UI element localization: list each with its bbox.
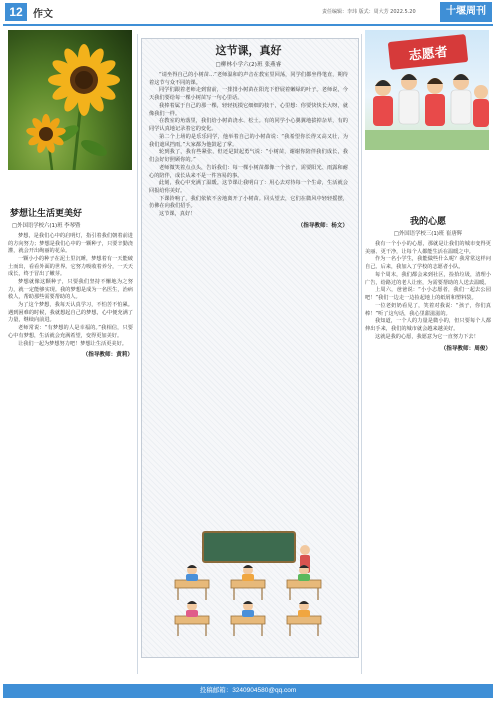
column-divider xyxy=(137,34,138,674)
left-article-body xyxy=(8,233,133,348)
paragraph: 同学们跟着老师走到窗前，一排排小树苗在阳光下舒展着嫩绿的叶子。老师说，今天我们要给每一棵小树苗写一句心里话。 xyxy=(149,87,348,102)
paragraph: 上周六，爸爸说：“小小志愿者，我们一起去公园吧！”我们一边走一边捡起地上的纸屑和塑料袋。 xyxy=(365,287,491,302)
middle-article-author: □柳林小学六(2)班 张燕睿 xyxy=(215,62,282,68)
paragraph: 这节课，真好！ xyxy=(159,211,196,218)
middle-article-body xyxy=(149,72,348,219)
middle-article-advisor: （指导教师：杨文） xyxy=(297,222,348,229)
middle-article-content xyxy=(149,44,348,229)
section-name: 作文 xyxy=(33,9,53,20)
page-header xyxy=(0,0,496,26)
column-divider xyxy=(361,34,362,674)
paragraph: 我捧着属于自己的那一棵，轻轻抚摸它细细的枝干，心里想：你要快快长大呀，就像我们一样。 xyxy=(149,102,348,117)
banner-text: 志愿者 xyxy=(408,44,449,64)
middle-article-title: 这节课，真好 xyxy=(215,44,282,57)
paragraph: 一颗小小的种子在泥土里沉睡，梦想着有一天能破土而出，看看外面的世界。它努力吸收着养分，一天天成长，终于冒出了嫩芽。 xyxy=(8,256,133,278)
right-article-title: 我的心愿 xyxy=(409,217,446,227)
paragraph: 我知道，一个人的力量是微小的，但只要每个人都伸出手来，我们的城市就会越来越美好。 xyxy=(365,318,491,333)
header-rule xyxy=(3,24,493,26)
paragraph: 老师微笑着点点头，告诉我们：每一棵小树苗都像一个孩子，需要阳光、雨露和耐心的陪伴，成长从来不是一件容易的事。 xyxy=(149,164,348,179)
paragraph: “请坐得自己的小树苗…”老师温和的声音在教室里回荡，同学们都坐得笔直，期待着这节与众不同的课。 xyxy=(149,72,348,86)
paragraph: 让我们一起为梦想努力吧！梦想让生活更美好。 xyxy=(18,340,127,347)
paragraph: 为了这个梦想，我每天认真学习，不怕苦不怕累。遇到困难的时候，我就想起自己的梦想，心中便充满了力量，继续向前进。 xyxy=(8,302,133,324)
paragraph: 第二个上场的是乐乐同学，他举着自己的小树苗说：“我希望你长得又高又壮，为我们遮风挡雨。”大家都为他鼓起了掌。 xyxy=(149,133,348,148)
right-article-body xyxy=(365,241,491,342)
paragraph: 每个周末，我们都会来到社区，捡拾垃圾，清理小广告，给路过的老人让座，为需要帮助的人送去温暖。 xyxy=(365,271,491,286)
right-article-author: □外国语学校三(1)班 崔唐辉 xyxy=(393,231,463,237)
editor-line: 责任编辑：李玮 版式：周大芳 2022.5.20 xyxy=(322,9,416,15)
paragraph: 作为一名小学生，我能做些什么呢？我常常这样问自己。后来，我加入了学校的志愿者小队。 xyxy=(365,256,491,271)
right-article xyxy=(365,30,491,352)
paragraph: 这就是我的心愿，我愿意为它一直努力下去！ xyxy=(375,333,479,340)
submission-email-footer: 投稿邮箱：3240904580@qq.com xyxy=(3,684,493,698)
page-number: 12 xyxy=(5,3,27,21)
left-article-advisor: （指导教师：黄莉） xyxy=(82,352,133,359)
paragraph: 下课铃响了，我们依依不舍地离开了小树苗。回头望去，它们在微风中轻轻摇摆，仿佛在向我们招手。 xyxy=(149,195,348,210)
paragraph: 在教室的角落里，我们给小树苗浇水、松土。有的同学小心翼翼地拔掉杂草，有的同学认真地记录着它的变化。 xyxy=(149,118,348,133)
volunteer-photo xyxy=(365,30,489,150)
paragraph: 梦想就像这颗种子，只要我们坚持不懈地为之努力，就一定能够实现。我的梦想是成为一名医生，治病救人，帮助那些需要帮助的人。 xyxy=(8,279,133,301)
classroom-illustration xyxy=(165,528,335,642)
paragraph: 轮到我了，我有些紧张，但还是鼓起勇气说：“小树苗，谢谢你陪伴我们成长，我们会好好照顾你的。” xyxy=(149,149,348,164)
right-article-advisor: （指导教师：周俊） xyxy=(440,345,491,352)
sunflower-illustration xyxy=(8,30,132,170)
sunflower-photo xyxy=(8,30,132,170)
paragraph: 一位老奶奶看见了，笑着对我说：“孩子，你们真棒！”听了这句话，我心里甜滋滋的。 xyxy=(365,302,491,317)
left-article-title: 梦想让生活更美好 xyxy=(10,209,83,219)
masthead-logo: 十堰周刊 xyxy=(440,2,492,22)
paragraph: 我有一个小小的心愿，那就是让我们的城市变得更美丽、更干净，让每个人都能生活在温暖之中。 xyxy=(365,241,491,255)
paragraph: 此刻，我心中充满了温暖。这节课让我明白了：用心去对待每一个生命，生活就会回报给你美好。 xyxy=(149,180,348,194)
middle-article xyxy=(141,30,359,678)
left-article-author: □外国语学校六(1)班 李琴暨 xyxy=(12,223,81,229)
paragraph: 老师常说：“有梦想的人是幸福的。”我相信，只要心中有梦想，生活就会充满希望，变得更加美好。 xyxy=(8,325,133,339)
volunteer-illustration xyxy=(365,30,489,150)
paragraph: 梦想，是我们心中的启明灯，指引着我们朝着前进的方向努力；梦想是我们心中的一颗种子，只要辛勤浇灌，就会开出绚丽的花朵。 xyxy=(8,233,133,255)
left-article xyxy=(8,30,133,358)
